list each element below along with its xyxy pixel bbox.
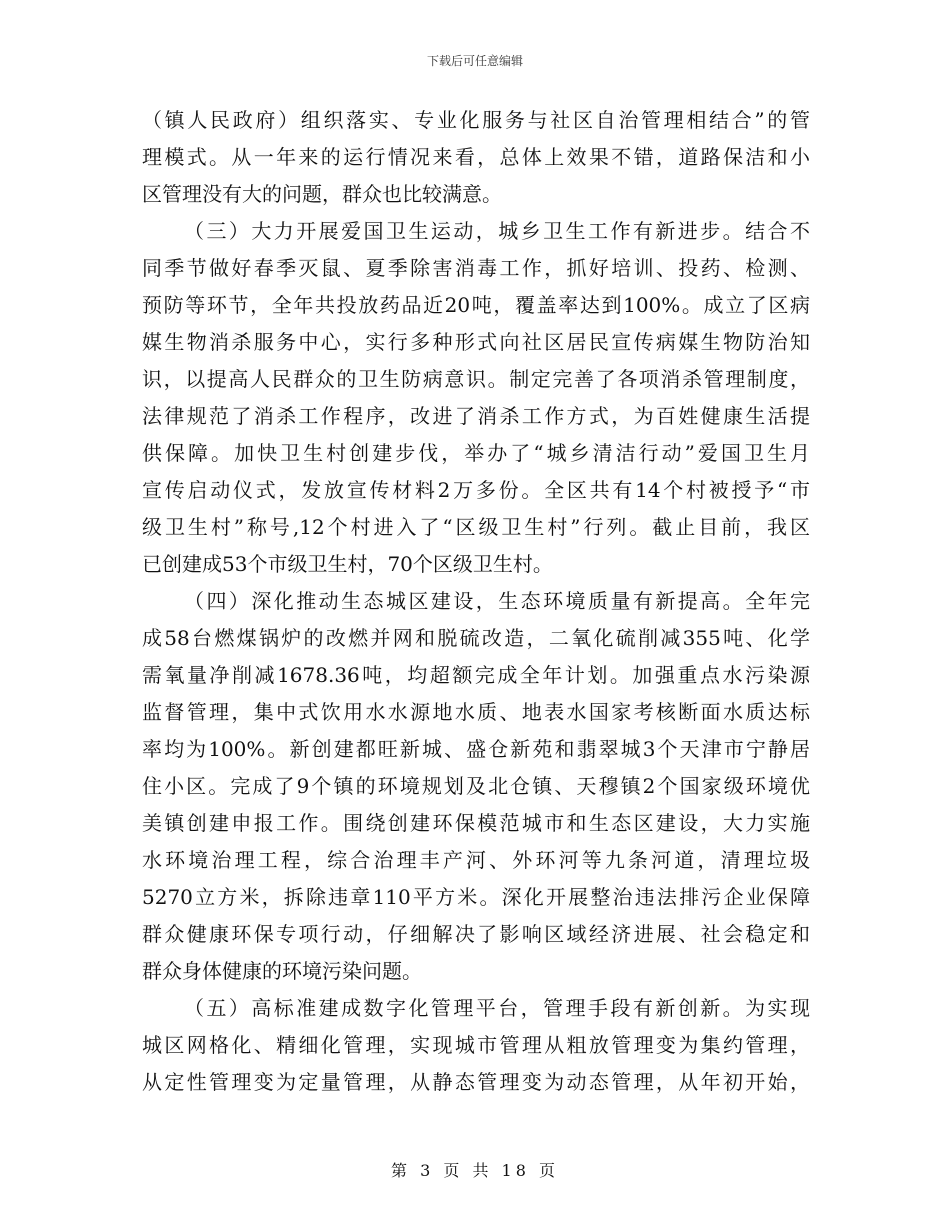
text-line: 媒生物消杀服务中心，实行多种形式向社区居民宣传病媒生物防治知 xyxy=(142,330,810,354)
text-line: 城区网格化、精细化管理，实现城市管理从粗放管理变为集约管理， xyxy=(142,1033,810,1057)
text-line: 预防等环节，全年共投放药品近20吨，覆盖率达到100%。成立了区病 xyxy=(142,293,810,317)
page-number: 第 3 页 共 18 页 xyxy=(391,1161,559,1180)
text-line: 识，以提高人民群众的卫生防病意识。制定完善了各项消杀管理制度， xyxy=(142,367,810,391)
text-line: 从定性管理变为定量管理，从静态管理变为动态管理，从年初开始， xyxy=(142,1070,810,1094)
section-heading-line: （四）深化推动生态城区建设，生态环境质量有新提高。全年完 xyxy=(184,589,810,613)
text-line: 宣传启动仪式，发放宣传材料2万多份。全区共有14个村被授予“市 xyxy=(142,478,810,502)
text-line: 美镇创建申报工作。围绕创建环保模范城市和生态区建设，大力实施 xyxy=(142,811,810,835)
text-line: 同季节做好春季灭鼠、夏季除害消毒工作，抓好培训、投药、检测、 xyxy=(142,256,810,280)
text-line: 法律规范了消杀工作程序，改进了消杀工作方式，为百姓健康生活提 xyxy=(142,404,810,428)
text-line: 率均为100%。新创建都旺新城、盛仓新苑和翡翠城3个天津市宁静居 xyxy=(142,737,810,761)
text-line: 区管理没有大的问题，群众也比较满意。 xyxy=(142,182,502,206)
text-line: 理模式。从一年来的运行情况来看，总体上效果不错，道路保洁和小 xyxy=(142,145,810,169)
section-heading-line: （三）大力开展爱国卫生运动，城乡卫生工作有新进步。结合不 xyxy=(184,219,810,243)
text-line: （镇人民政府）组织落实、专业化服务与社区自治管理相结合”的管 xyxy=(142,108,810,132)
text-line: 群众身体健康的环境污染问题。 xyxy=(142,959,422,983)
text-line: 成58台燃煤锅炉的改燃并网和脱硫改造，二氧化硫削减355吨、化学 xyxy=(142,626,810,650)
document-body xyxy=(142,110,810,1109)
text-line: 供保障。加快卫生村创建步伐，举办了“城乡清洁行动”爱国卫生月 xyxy=(142,441,810,465)
section-heading-line: （五）高标准建成数字化管理平台，管理手段有新创新。为实现 xyxy=(184,996,810,1020)
text-line: 群众健康环保专项行动，仔细解决了影响区域经济进展、社会稳定和 xyxy=(142,922,810,946)
text-line: 住小区。完成了9个镇的环境规划及北仓镇、天穆镇2个国家级环境优 xyxy=(142,774,810,798)
text-line: 已创建成53个市级卫生村，70个区级卫生村。 xyxy=(142,552,553,576)
page-header: 下载后可任意编辑 xyxy=(426,54,523,68)
text-line: 水环境治理工程，综合治理丰产河、外环河等九条河道，清理垃圾 xyxy=(142,848,810,872)
text-line: 监督管理，集中式饮用水水源地水质、地表水国家考核断面水质达标 xyxy=(142,700,810,724)
text-line: 需氧量净削减1678.36吨，均超额完成全年计划。加强重点水污染源 xyxy=(142,663,810,687)
text-line: 级卫生村”称号,12个村进入了“区级卫生村”行列。截止目前，我区 xyxy=(142,515,810,539)
text-line: 5270立方米，拆除违章110平方米。深化开展整治违法排污企业保障 xyxy=(142,885,810,909)
